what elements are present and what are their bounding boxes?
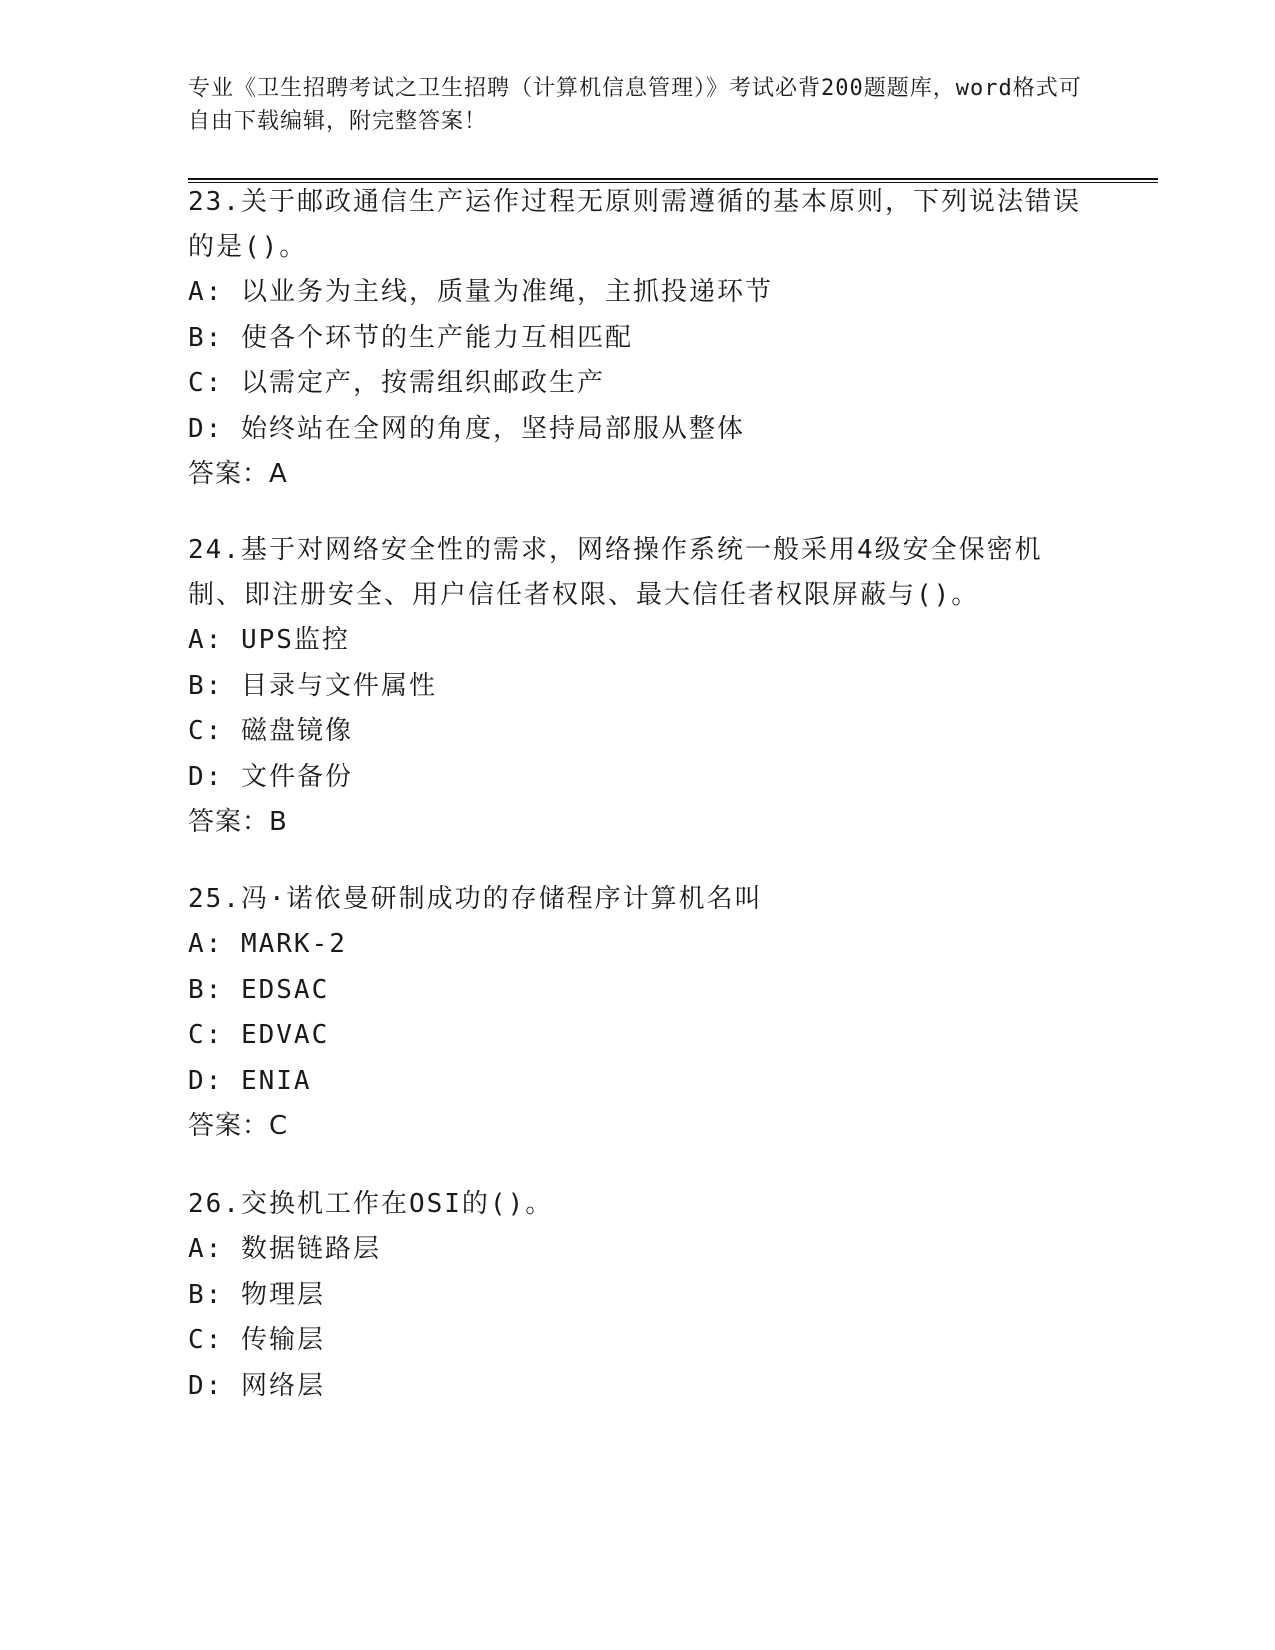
option-b: B: 使各个环节的生产能力互相匹配 — [188, 322, 633, 353]
option-b: B: 物理层 — [188, 1279, 325, 1310]
answer-label: 答案：C — [188, 1111, 289, 1141]
option-c: C: 传输层 — [188, 1325, 325, 1355]
document-page — [188, 0, 1158, 1650]
option-b: B: 目录与文件属性 — [188, 670, 437, 701]
option-a: A: 以业务为主线，质量为准绳，主抓投递环节 — [188, 277, 773, 307]
answer-label: 答案：B — [188, 807, 288, 837]
question-25 — [188, 877, 1088, 1149]
document-header: 专业《卫生招聘考试之卫生招聘（计算机信息管理）》考试必背200题题库，word格式可自由下载编辑，附完整答案！ — [188, 76, 1082, 134]
question-stem: 25.冯·诺依曼研制成功的存储程序计算机名叫 — [188, 884, 763, 914]
option-d: D: 网络层 — [188, 1370, 325, 1401]
question-stem: 26.交换机工作在OSI的()。 — [188, 1189, 554, 1219]
option-b: B: EDSAC — [188, 974, 330, 1005]
question-stem: 24.基于对网络安全性的需求，网络操作系统一般采用4级安全保密机制、即注册安全、用户信任者权限、最大信任者权限屏蔽与()。 — [188, 535, 1043, 610]
question-24 — [188, 528, 1088, 845]
option-d: D: 文件备份 — [188, 761, 353, 792]
option-a: A: MARK-2 — [188, 929, 347, 959]
option-a: A: 数据链路层 — [188, 1234, 381, 1264]
question-26 — [188, 1182, 1088, 1409]
option-d: D: 始终站在全网的角度，坚持局部服从整体 — [188, 413, 745, 444]
option-c: C: 以需定产，按需组织邮政生产 — [188, 368, 605, 398]
option-c: C: 磁盘镜像 — [188, 716, 353, 746]
option-c: C: EDVAC — [188, 1020, 330, 1050]
question-23 — [188, 180, 1088, 497]
answer-label: 答案：A — [188, 459, 288, 489]
option-d: D: ENIA — [188, 1065, 312, 1096]
question-stem: 23.关于邮政通信生产运作过程无原则需遵循的基本原则，下列说法错误的是()。 — [188, 187, 1081, 262]
option-a: A: UPS监控 — [188, 625, 350, 655]
